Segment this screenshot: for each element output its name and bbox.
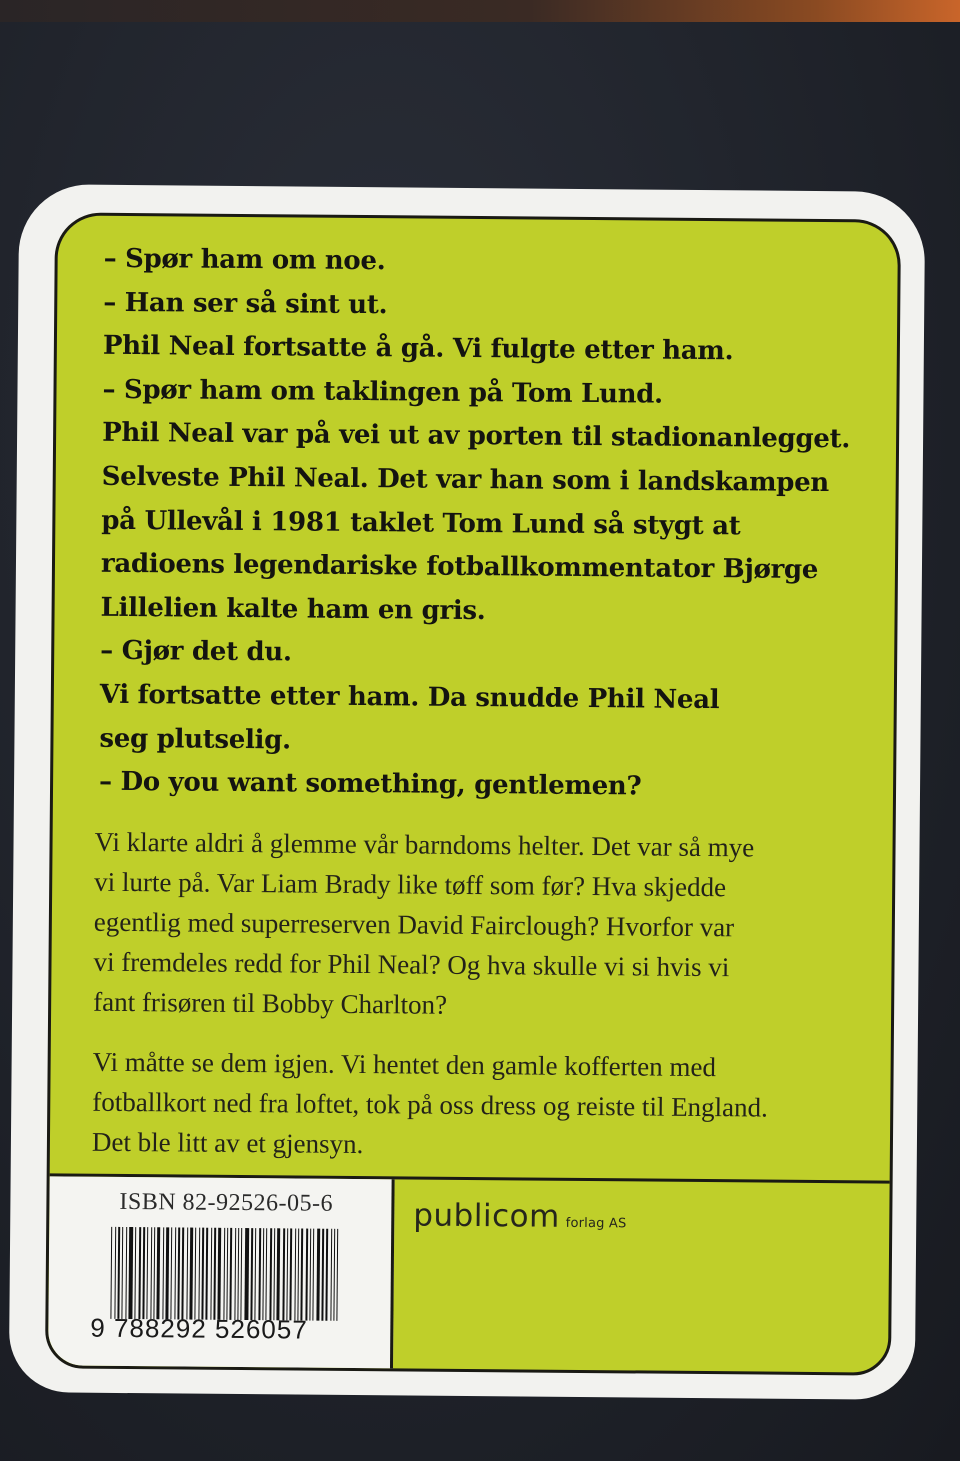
barcode-bar	[333, 1229, 335, 1321]
barcode-box	[48, 1176, 395, 1375]
quote-line: Lillelien kalte ham en gris.	[100, 592, 486, 626]
bottom-strip	[48, 1173, 890, 1375]
barcode-bar	[129, 1227, 133, 1319]
barcode-bar	[110, 1227, 112, 1319]
quote-line: – Han ser så sint ut.	[103, 287, 388, 320]
quote-line: Vi fortsatte etter ham. Da snudde Phil Neal	[99, 679, 720, 716]
barcode-bar	[258, 1228, 261, 1320]
barcode-bar	[223, 1228, 225, 1320]
barcode-bar	[289, 1228, 292, 1320]
barcode-bar	[114, 1227, 116, 1319]
quote-line: seg plutselig.	[99, 723, 291, 755]
blurb-line: egentlig med superreserven David Fairclough? Hvorfor var	[93, 906, 735, 943]
barcode-bar	[297, 1228, 299, 1320]
barcode-bar	[238, 1228, 240, 1320]
quote-line: – Do you want something, gentlemen?	[98, 766, 642, 802]
quote-line: Phil Neal var på vei ut av porten til stadionanlegget.	[102, 418, 851, 455]
barcode-bar	[235, 1228, 237, 1320]
barcode-bar	[157, 1227, 161, 1319]
barcode-bar	[146, 1227, 148, 1319]
barcode-bars	[110, 1227, 341, 1321]
publisher-name: publicom	[413, 1197, 560, 1235]
blurb-paragraph-2	[92, 1042, 883, 1169]
dialogue-excerpt	[99, 238, 884, 812]
barcode-bar	[226, 1228, 228, 1320]
publisher-suffix: forlag AS	[565, 1215, 627, 1232]
publisher-logo	[413, 1197, 627, 1235]
barcode-bar	[300, 1229, 303, 1321]
barcode-bar	[186, 1228, 188, 1320]
blurb-line: fotballkort ned fra loftet, tok på oss dress og reiste til England.	[92, 1086, 768, 1123]
barcode-bar	[317, 1229, 321, 1321]
barcode-bar	[294, 1228, 296, 1320]
blurb-paragraph-1	[93, 822, 885, 1029]
blurb-line: Vi klarte aldri å glemme vår barndoms helter. Det var så mye	[94, 826, 755, 863]
barcode-bar	[181, 1227, 184, 1319]
barcode-bar	[153, 1227, 155, 1319]
barcode-bar	[322, 1229, 324, 1321]
barcode-bar	[229, 1228, 232, 1320]
barcode-bar	[138, 1227, 141, 1319]
quote-line: radioens legendariske fotballkommentator Bjørge	[100, 548, 819, 586]
barcode-bar	[286, 1228, 288, 1320]
green-text-panel	[45, 212, 901, 1375]
barcode-bar	[269, 1228, 272, 1320]
barcode-bar	[206, 1228, 208, 1320]
barcode-bar	[305, 1229, 308, 1321]
barcode-bar	[277, 1228, 281, 1320]
isbn-label: ISBN 82-92526-05-6	[119, 1188, 334, 1217]
quote-line: – Gjør det du.	[100, 636, 292, 668]
barcode-bar	[126, 1227, 128, 1319]
barcode-bar	[122, 1227, 124, 1319]
barcode-bar	[241, 1228, 243, 1320]
barcode-bar	[283, 1228, 285, 1320]
barcode-bar	[210, 1228, 212, 1320]
barcode-bar	[250, 1228, 253, 1320]
blurb-line: vi lurte på. Var Liam Brady like tøff som før? Hva skjedde	[94, 866, 727, 903]
blurb-line: fant frisøren til Bobby Charlton?	[93, 986, 448, 1020]
blurb-line: Det ble litt av et gjensyn.	[91, 1126, 364, 1160]
barcode-bar	[313, 1229, 315, 1321]
barcode-bar	[202, 1228, 205, 1320]
barcode-bar	[170, 1227, 172, 1319]
barcode-bar	[336, 1229, 338, 1321]
blurb-line: Vi måtte se dem igjen. Vi hentet den gamle kofferten med	[92, 1046, 717, 1083]
barcode-bar	[213, 1228, 216, 1320]
barcode-bar	[262, 1228, 264, 1320]
quote-line: Phil Neal fortsatte å gå. Vi fulgte etter ham.	[102, 330, 734, 367]
barcode-digits: 9 788292 526057	[90, 1312, 308, 1345]
barcode-bar	[163, 1227, 165, 1319]
barcode-bar	[134, 1227, 136, 1319]
barcode-bar	[265, 1228, 267, 1320]
barcode-bar	[199, 1228, 201, 1320]
barcode-bar	[118, 1227, 121, 1319]
barcode-bar	[217, 1228, 221, 1320]
quote-line: Selveste Phil Neal. Det var han som i landskampen	[101, 461, 830, 499]
barcode-bar	[189, 1228, 193, 1320]
quote-line: – Spør ham om taklingen på Tom Lund.	[102, 374, 664, 410]
barcode-bar	[177, 1227, 180, 1319]
barcode-bar	[142, 1227, 145, 1319]
quote-line: – Spør ham om noe.	[103, 243, 386, 277]
blurb-line: vi fremdeles redd for Phil Neal? Og hva skulle vi si hvis vi	[93, 946, 730, 983]
barcode-bar	[150, 1227, 152, 1319]
quote-line: på Ullevål i 1981 taklet Tom Lund så stygt at	[101, 505, 741, 541]
barcode-bar	[310, 1229, 312, 1321]
barcode-bar	[174, 1227, 176, 1319]
barcode-bar	[195, 1228, 197, 1320]
barcode-bar	[274, 1228, 276, 1320]
barcode-bar	[245, 1228, 249, 1320]
barcode-bar	[330, 1229, 332, 1321]
barcode-bar	[254, 1228, 256, 1320]
barcode-bar	[166, 1227, 169, 1319]
top-edge-strip	[0, 0, 960, 22]
barcode-bar	[325, 1229, 328, 1321]
